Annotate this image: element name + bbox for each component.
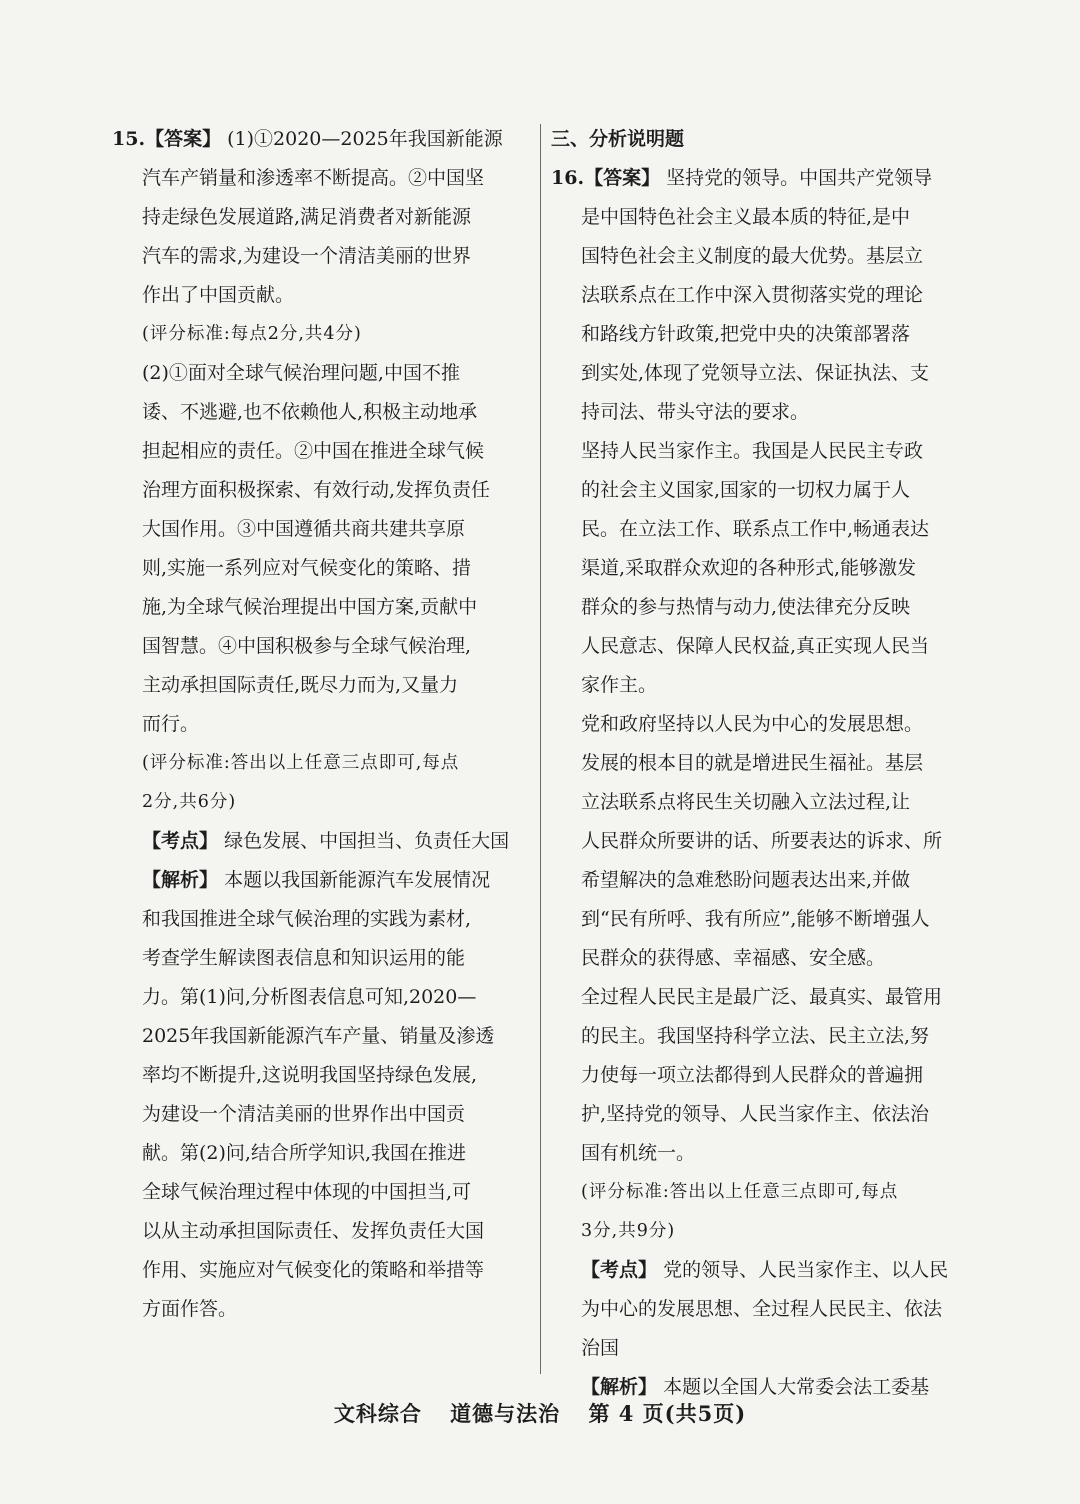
q15-line-8: 担起相应的责任。②中国在推进全球气候 — [142, 440, 485, 462]
q15-header-line — [112, 120, 534, 159]
q16-jiexi-tag: 【解析】 — [581, 1376, 658, 1398]
q15-jiexi-line-1: 考查学生解读图表信息和知识运用的能 — [142, 947, 466, 969]
q15-kaodian-text: 绿色发展、中国担当、负责任大国 — [224, 830, 510, 852]
section-title: 三、分析说明题 — [551, 128, 685, 150]
q15-line-10: 大国作用。③中国遵循共商共建共享原 — [142, 518, 466, 540]
q16-score-a: (评分标准:答出以上任意三点即可,每点 — [581, 1182, 899, 1202]
q16-line-5: 持司法、带头守法的要求。 — [581, 401, 810, 423]
q15-jiexi-line-0: 和我国推进全球气候治理的实践为素材, — [142, 908, 472, 930]
q16-line-22: 力使每一项立法都得到人民群众的普遍拥 — [581, 1064, 924, 1086]
q16-kaodian-tag: 【考点】 — [581, 1259, 658, 1281]
q16-answer-tag: 【答案】 — [584, 167, 661, 189]
q15-line-13: 国智慧。④中国积极参与全球气候治理, — [142, 635, 472, 657]
q15-jiexi-tag: 【解析】 — [142, 869, 219, 891]
q15-line-4: 作出了中国贡献。 — [142, 284, 295, 306]
q15-jiexi-line-5: 为建设一个清洁美丽的世界作出中国贡 — [142, 1103, 466, 1125]
q15-line-14: 主动承担国际责任,既尽力而为,又量力 — [142, 674, 459, 696]
q15-kaodian-tag: 【考点】 — [142, 830, 219, 852]
q16-line-3: 和路线方针政策,把党中央的决策部署落 — [581, 323, 911, 345]
q16-line-6: 坚持人民当家作主。我国是人民民主专政 — [581, 440, 924, 462]
q16-kaodian-line-1: 治国 — [581, 1337, 620, 1359]
q15-jiexi-line-10: 方面作答。 — [142, 1298, 238, 1320]
q15-jiexi-line-4: 率均不断提升,这说明我国坚持绿色发展, — [142, 1064, 478, 1086]
q15-answer-tag: 【答案】 — [145, 128, 222, 150]
q16-line-19: 民群众的获得感、幸福感、安全感。 — [581, 947, 886, 969]
q15-number: 15. — [112, 128, 146, 150]
q15-line-1: 汽车产销量和渗透率不断提高。②中国坚 — [142, 167, 485, 189]
q16-kaodian-line-0: 为中心的发展思想、全过程人民民主、依法 — [581, 1298, 943, 1320]
q16-kaodian-first: 党的领导、人民当家作主、以人民 — [663, 1259, 949, 1281]
q15-jiexi-line-3: 2025年我国新能源汽车产量、销量及渗透 — [142, 1025, 495, 1047]
q15-score-2a: (评分标准:答出以上任意三点即可,每点 — [142, 753, 460, 773]
q15-score-2b: 2分,共6分) — [142, 792, 237, 812]
q15-jiexi — [112, 861, 534, 900]
q16-line-17: 希望解决的急难愁盼问题表达出来,并做 — [581, 869, 911, 891]
q15-jiexi-line-8: 以从主动承担国际责任、发挥负责任大国 — [142, 1220, 485, 1242]
q16-line-18: 到“民有所呼、我有所应”,能够不断增强人 — [581, 908, 930, 930]
q16-line-14: 发展的根本目的就是增进民生福祉。基层 — [581, 752, 924, 774]
q16-line-12: 家作主。 — [581, 674, 658, 696]
q16-line-7: 的社会主义国家,国家的一切权力属于人 — [581, 479, 911, 501]
left-column — [112, 120, 534, 1329]
q15-line-9: 治理方面积极探索、有效行动,发挥负责任 — [142, 479, 491, 501]
right-column — [551, 120, 965, 1407]
q16-jiexi-first: 本题以全国人大常委会法工委基 — [663, 1376, 930, 1398]
q15-line-3: 汽车的需求,为建设一个清洁美丽的世界 — [142, 245, 472, 267]
q16-line-20: 全过程人民民主是最广泛、最真实、最管用 — [581, 986, 943, 1008]
footer-page-number: 第 4 页(共5页) — [588, 1401, 747, 1426]
q15-jiexi-line-9: 作用、实施应对气候变化的策略和举措等 — [142, 1259, 485, 1281]
q16-kaodian — [551, 1251, 965, 1290]
q16-score-b: 3分,共9分) — [581, 1221, 676, 1241]
q16-number: 16. — [551, 167, 585, 189]
q16-line-1: 国特色社会主义制度的最大优势。基层立 — [581, 245, 924, 267]
q16-line-10: 群众的参与热情与动力,使法律充分反映 — [581, 596, 911, 618]
q16-line-8: 民。在立法工作、联系点工作中,畅通表达 — [581, 518, 930, 540]
q16-line-15: 立法联系点将民生关切融入立法过程,让 — [581, 791, 911, 813]
q15-jiexi-line-6: 献。第(2)问,结合所学知识,我国在推进 — [142, 1142, 466, 1164]
q16-line-0: 是中国特色社会主义最本质的特征,是中 — [581, 206, 911, 228]
footer-course: 道德与法治 — [450, 1401, 561, 1426]
q15-jiexi-line-7: 全球气候治理过程中体现的中国担当,可 — [142, 1181, 472, 1203]
q16-line-9: 渠道,采取群众欢迎的各种形式,能够激发 — [581, 557, 917, 579]
footer-subject: 文科综合 — [333, 1401, 422, 1426]
q15-line-15: 而行。 — [142, 713, 200, 735]
q15-line-12: 施,为全球气候治理提出中国方案,贡献中 — [142, 596, 478, 618]
q16-line-2: 法联系点在工作中深入贯彻落实党的理论 — [581, 284, 924, 306]
q16-line-23: 护,坚持党的领导、人民当家作主、依法治 — [581, 1103, 930, 1125]
q15-kaodian — [112, 822, 534, 861]
q16-first: 坚持党的领导。中国共产党领导 — [666, 167, 933, 189]
q16-line-21: 的民主。我国坚持科学立法、民主立法,努 — [581, 1025, 930, 1047]
q15-score-1: (评分标准:每点2分,共4分) — [142, 324, 362, 344]
q15-line-11: 则,实施一系列应对气候变化的策略、措 — [142, 557, 472, 579]
q16-line-24: 国有机统一。 — [581, 1142, 696, 1164]
q15-line-7: 诿、不逃避,也不依赖他人,积极主动地承 — [142, 401, 478, 423]
page-footer — [0, 1398, 1080, 1428]
q16-header-line — [551, 159, 965, 198]
q16-line-4: 到实处,体现了党领导立法、保证执法、支 — [581, 362, 930, 384]
q16-line-11: 人民意志、保障人民权益,真正实现人民当 — [581, 635, 930, 657]
q15-line-6: (2)①面对全球气候治理问题,中国不推 — [142, 362, 460, 384]
q15-jiexi-first: 本题以我国新能源汽车发展情况 — [224, 869, 491, 891]
q15-jiexi-line-2: 力。第(1)问,分析图表信息可知,2020— — [142, 986, 477, 1008]
q15-line-2: 持走绿色发展道路,满足消费者对新能源 — [142, 206, 472, 228]
column-divider — [540, 124, 541, 1374]
q16-line-16: 人民群众所要讲的话、所要表达的诉求、所 — [581, 830, 943, 852]
q16-line-13: 党和政府坚持以人民为中心的发展思想。 — [581, 713, 924, 735]
q15-line-0: (1)①2020—2025年我国新能源 — [227, 128, 503, 150]
